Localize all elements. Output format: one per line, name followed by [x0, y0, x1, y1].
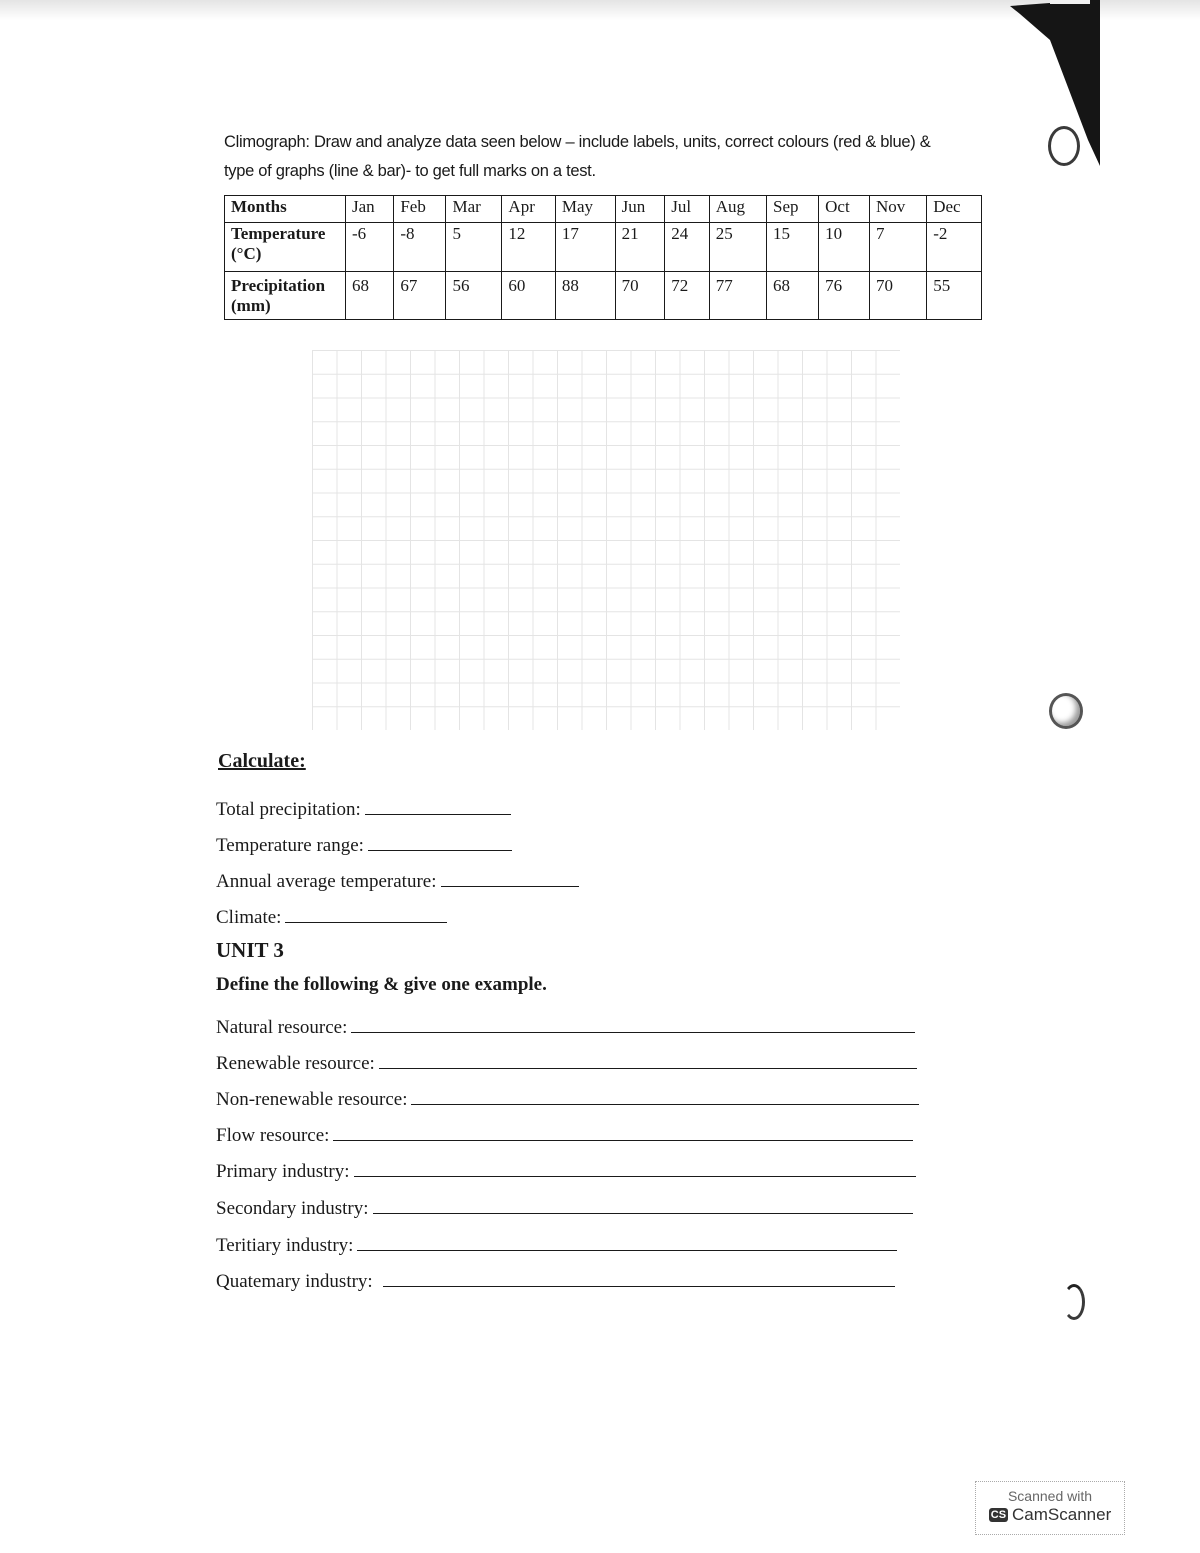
field-label: Teritiary industry: — [216, 1235, 354, 1256]
renewable-resource-row — [216, 1050, 917, 1075]
climate-row — [216, 904, 447, 929]
temperature-cell: 25 — [709, 223, 766, 272]
precipitation-cell: 55 — [927, 272, 982, 320]
row-header: Precipitation (mm) — [225, 272, 346, 320]
temperature-cell: 15 — [766, 223, 818, 272]
flow-resource-row — [216, 1122, 913, 1147]
answer-blank[interactable] — [333, 1122, 913, 1141]
camscanner-brand — [976, 1505, 1124, 1525]
punch-hole — [1049, 693, 1083, 729]
quaternary-industry-row — [216, 1268, 895, 1293]
field-label: Quatemary industry: — [216, 1271, 373, 1292]
month-cell: Jul — [665, 196, 709, 223]
field-label: Annual average temperature: — [216, 871, 437, 892]
month-cell: Oct — [819, 196, 870, 223]
field-label: Flow resource: — [216, 1125, 330, 1146]
answer-blank[interactable] — [441, 868, 579, 887]
tertiary-industry-row — [216, 1232, 897, 1257]
temperature-cell: 21 — [615, 223, 665, 272]
define-heading: Define the following & give one example. — [216, 974, 547, 995]
precipitation-cell: 88 — [555, 272, 615, 320]
precipitation-cell: 70 — [615, 272, 665, 320]
month-cell: Jan — [346, 196, 394, 223]
answer-blank[interactable] — [351, 1014, 915, 1033]
natural-resource-row — [216, 1014, 915, 1039]
row-header: Months — [225, 196, 346, 223]
total-precipitation-row — [216, 796, 511, 821]
camscanner-logo-icon: CS — [990, 1509, 1007, 1521]
brand-name: CamScanner — [1012, 1505, 1112, 1524]
answer-blank[interactable] — [285, 904, 447, 923]
month-cell: May — [555, 196, 615, 223]
scanned-with-text: Scanned with — [1007, 1488, 1093, 1504]
answer-blank[interactable] — [354, 1158, 916, 1177]
answer-blank[interactable] — [365, 796, 511, 815]
temperature-cell: 7 — [869, 223, 926, 272]
field-label: Total precipitation: — [216, 799, 361, 820]
punch-hole — [1063, 1284, 1085, 1320]
precipitation-cell: 70 — [869, 272, 926, 320]
field-label: Natural resource: — [216, 1017, 348, 1038]
month-cell: Sep — [766, 196, 818, 223]
blank-graph-grid[interactable] — [312, 350, 900, 730]
month-cell: Jun — [615, 196, 665, 223]
temperature-cell: -2 — [927, 223, 982, 272]
answer-blank[interactable] — [383, 1268, 895, 1287]
precipitation-cell: 56 — [446, 272, 502, 320]
temperature-cell: -8 — [394, 223, 446, 272]
precipitation-cell: 68 — [346, 272, 394, 320]
answer-blank[interactable] — [411, 1086, 919, 1105]
unit-heading: UNIT 3 — [216, 938, 284, 962]
field-label: Climate: — [216, 907, 282, 928]
table-row-temperature — [225, 223, 982, 272]
non-renewable-resource-row — [216, 1086, 919, 1111]
instructions-line: type of graphs (line & bar)- to get full marks on a test. — [224, 162, 596, 180]
month-cell: Nov — [869, 196, 926, 223]
climate-data-table — [224, 195, 982, 320]
precipitation-cell: 68 — [766, 272, 818, 320]
temperature-cell: -6 — [346, 223, 394, 272]
field-label: Non-renewable resource: — [216, 1089, 408, 1110]
field-label: Renewable resource: — [216, 1053, 375, 1074]
month-cell: Aug — [709, 196, 766, 223]
month-cell: Dec — [927, 196, 982, 223]
precipitation-cell: 60 — [502, 272, 555, 320]
annual-average-row — [216, 868, 579, 893]
precipitation-cell: 76 — [819, 272, 870, 320]
table-row-months — [225, 196, 982, 223]
camscanner-watermark — [975, 1481, 1125, 1535]
temperature-cell: 5 — [446, 223, 502, 272]
month-cell: Apr — [502, 196, 555, 223]
instructions-line: Climograph: Draw and analyze data seen below – include labels, units, correct colours (red & blue) & — [224, 133, 931, 151]
temperature-cell: 10 — [819, 223, 870, 272]
month-cell: Mar — [446, 196, 502, 223]
answer-blank[interactable] — [379, 1050, 917, 1069]
precipitation-cell: 77 — [709, 272, 766, 320]
secondary-industry-row — [216, 1195, 913, 1220]
calculate-heading: Calculate: — [218, 750, 306, 772]
temperature-cell: 17 — [555, 223, 615, 272]
answer-blank[interactable] — [368, 832, 512, 851]
row-header: Temperature (°C) — [225, 223, 346, 272]
field-label: Primary industry: — [216, 1161, 350, 1182]
answer-blank[interactable] — [373, 1195, 913, 1214]
precipitation-cell: 67 — [394, 272, 446, 320]
primary-industry-row — [216, 1158, 916, 1183]
answer-blank[interactable] — [357, 1232, 897, 1251]
precipitation-cell: 72 — [665, 272, 709, 320]
punch-hole — [1048, 126, 1080, 166]
temperature-cell: 12 — [502, 223, 555, 272]
climograph-instructions — [224, 128, 984, 186]
temperature-cell: 24 — [665, 223, 709, 272]
temperature-range-row — [216, 832, 512, 857]
table-row-precipitation — [225, 272, 982, 320]
field-label: Temperature range: — [216, 835, 364, 856]
month-cell: Feb — [394, 196, 446, 223]
field-label: Secondary industry: — [216, 1198, 369, 1219]
